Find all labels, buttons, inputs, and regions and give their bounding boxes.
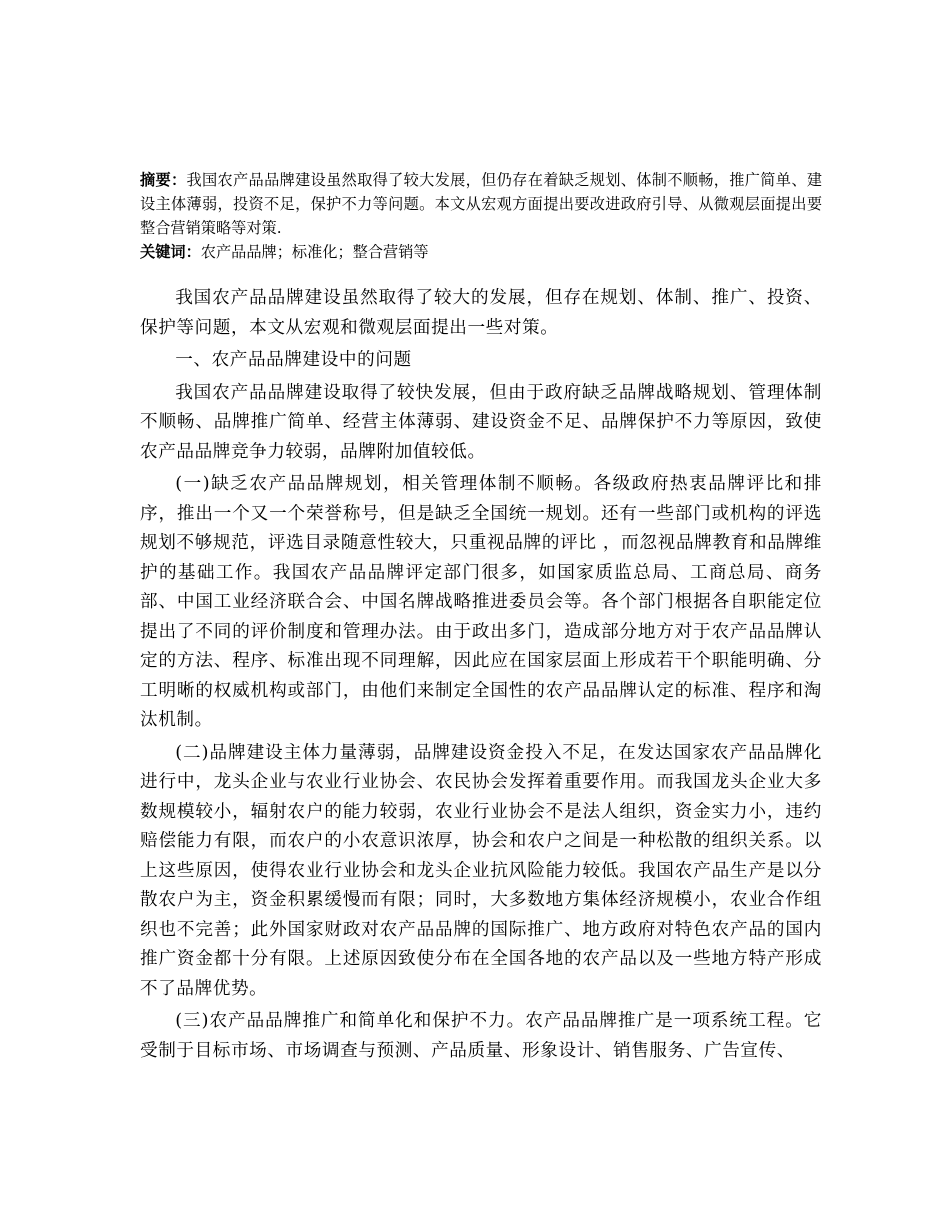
keywords-text: 农产品品牌；标准化；整合营销等 bbox=[200, 243, 429, 261]
keywords-label: 关键词： bbox=[140, 243, 201, 261]
abstract bbox=[140, 168, 822, 240]
keywords bbox=[140, 240, 822, 264]
section-heading: 一、农产品品牌建设中的问题 bbox=[175, 350, 412, 370]
document-page bbox=[140, 168, 822, 1069]
point-one-paragraph: (一)缺乏农产品品牌规划，相关管理体制不顺畅。各级政府热衷品牌评比和排序，推出一个又一个荣誉称号，但是缺乏全国统一规划。还有一些部门或机构的评选规划不够规范，评选目录随意性较大，只重视品牌的评比 ，而忽视品牌教育和品牌维护的基础工作。我国农产品品牌评定部门很多，如国家质监总局、工商总局、商务部、中国工业经济联合会、中国名牌战略推进委员会等。各个部门根据各自职能定位提出了不同的评价制度和管理办法。由于政出多门，造成部分地方对于农产品品牌认定的方法、程序、标准出现不同理解，因此应在国家层面上形成若干个职能明确、分工明晰的权威机构或部门，由他们来制定全国性的农产品品牌认定的标准、程序和淘汰机制。 bbox=[140, 474, 822, 730]
abstract-label: 摘要： bbox=[140, 171, 187, 189]
section-intro-paragraph: 我国农产品品牌建设取得了较快发展，但由于政府缺乏品牌战略规划、管理体制不顺畅、品牌推广简单、经营主体薄弱、建设资金不足、品牌保护不力等原因，致使农产品品牌竞争力较弱，品牌附加值较低。 bbox=[140, 382, 822, 462]
abstract-text: 我国农产品品牌建设虽然取得了较大发展，但仍存在着缺乏规划、体制不顺畅，推广简单、建设主体薄弱，投资不足，保护不力等问题。本文从宏观方面提出要改进政府引导、从微观层面提出要整合营销策略等对策. bbox=[140, 171, 823, 237]
point-three-paragraph: (三)农产品品牌推广和简单化和保护不力。农产品品牌推广是一项系统工程。它受制于目标市场、市场调查与预测、产品质量、形象设计、销售服务、广告宣传、 bbox=[140, 1011, 822, 1061]
intro-paragraph: 我国农产品品牌建设虽然取得了较大的发展，但存在规划、体制、推广、投资、保护等问题，本文从宏观和微观层面提出一些对策。 bbox=[140, 288, 822, 338]
point-two-paragraph: (二)品牌建设主体力量薄弱，品牌建设资金投入不足，在发达国家农产品品牌化进行中，龙头企业与农业行业协会、农民协会发挥着重要作用。而我国龙头企业大多数规模较小，辐射农户的能力较弱，农业行业协会不是法人组织，资金实力小，违约赔偿能力有限，而农户的小农意识浓厚，协会和农户之间是一种松散的组织关系。以上这些原因，使得农业行业协会和龙头企业抗风险能力较低。我国农产品生产是以分散农户为主，资金积累缓慢而有限；同时，大多数地方集体经济规模小，农业合作组织也不完善；此外国家财政对农产品品牌的国际推广、地方政府对特色农产品的国内推广资金都十分有限。上述原因致使分布在全国各地的农产品以及一些地方特产形成不了品牌优势。 bbox=[140, 742, 822, 999]
